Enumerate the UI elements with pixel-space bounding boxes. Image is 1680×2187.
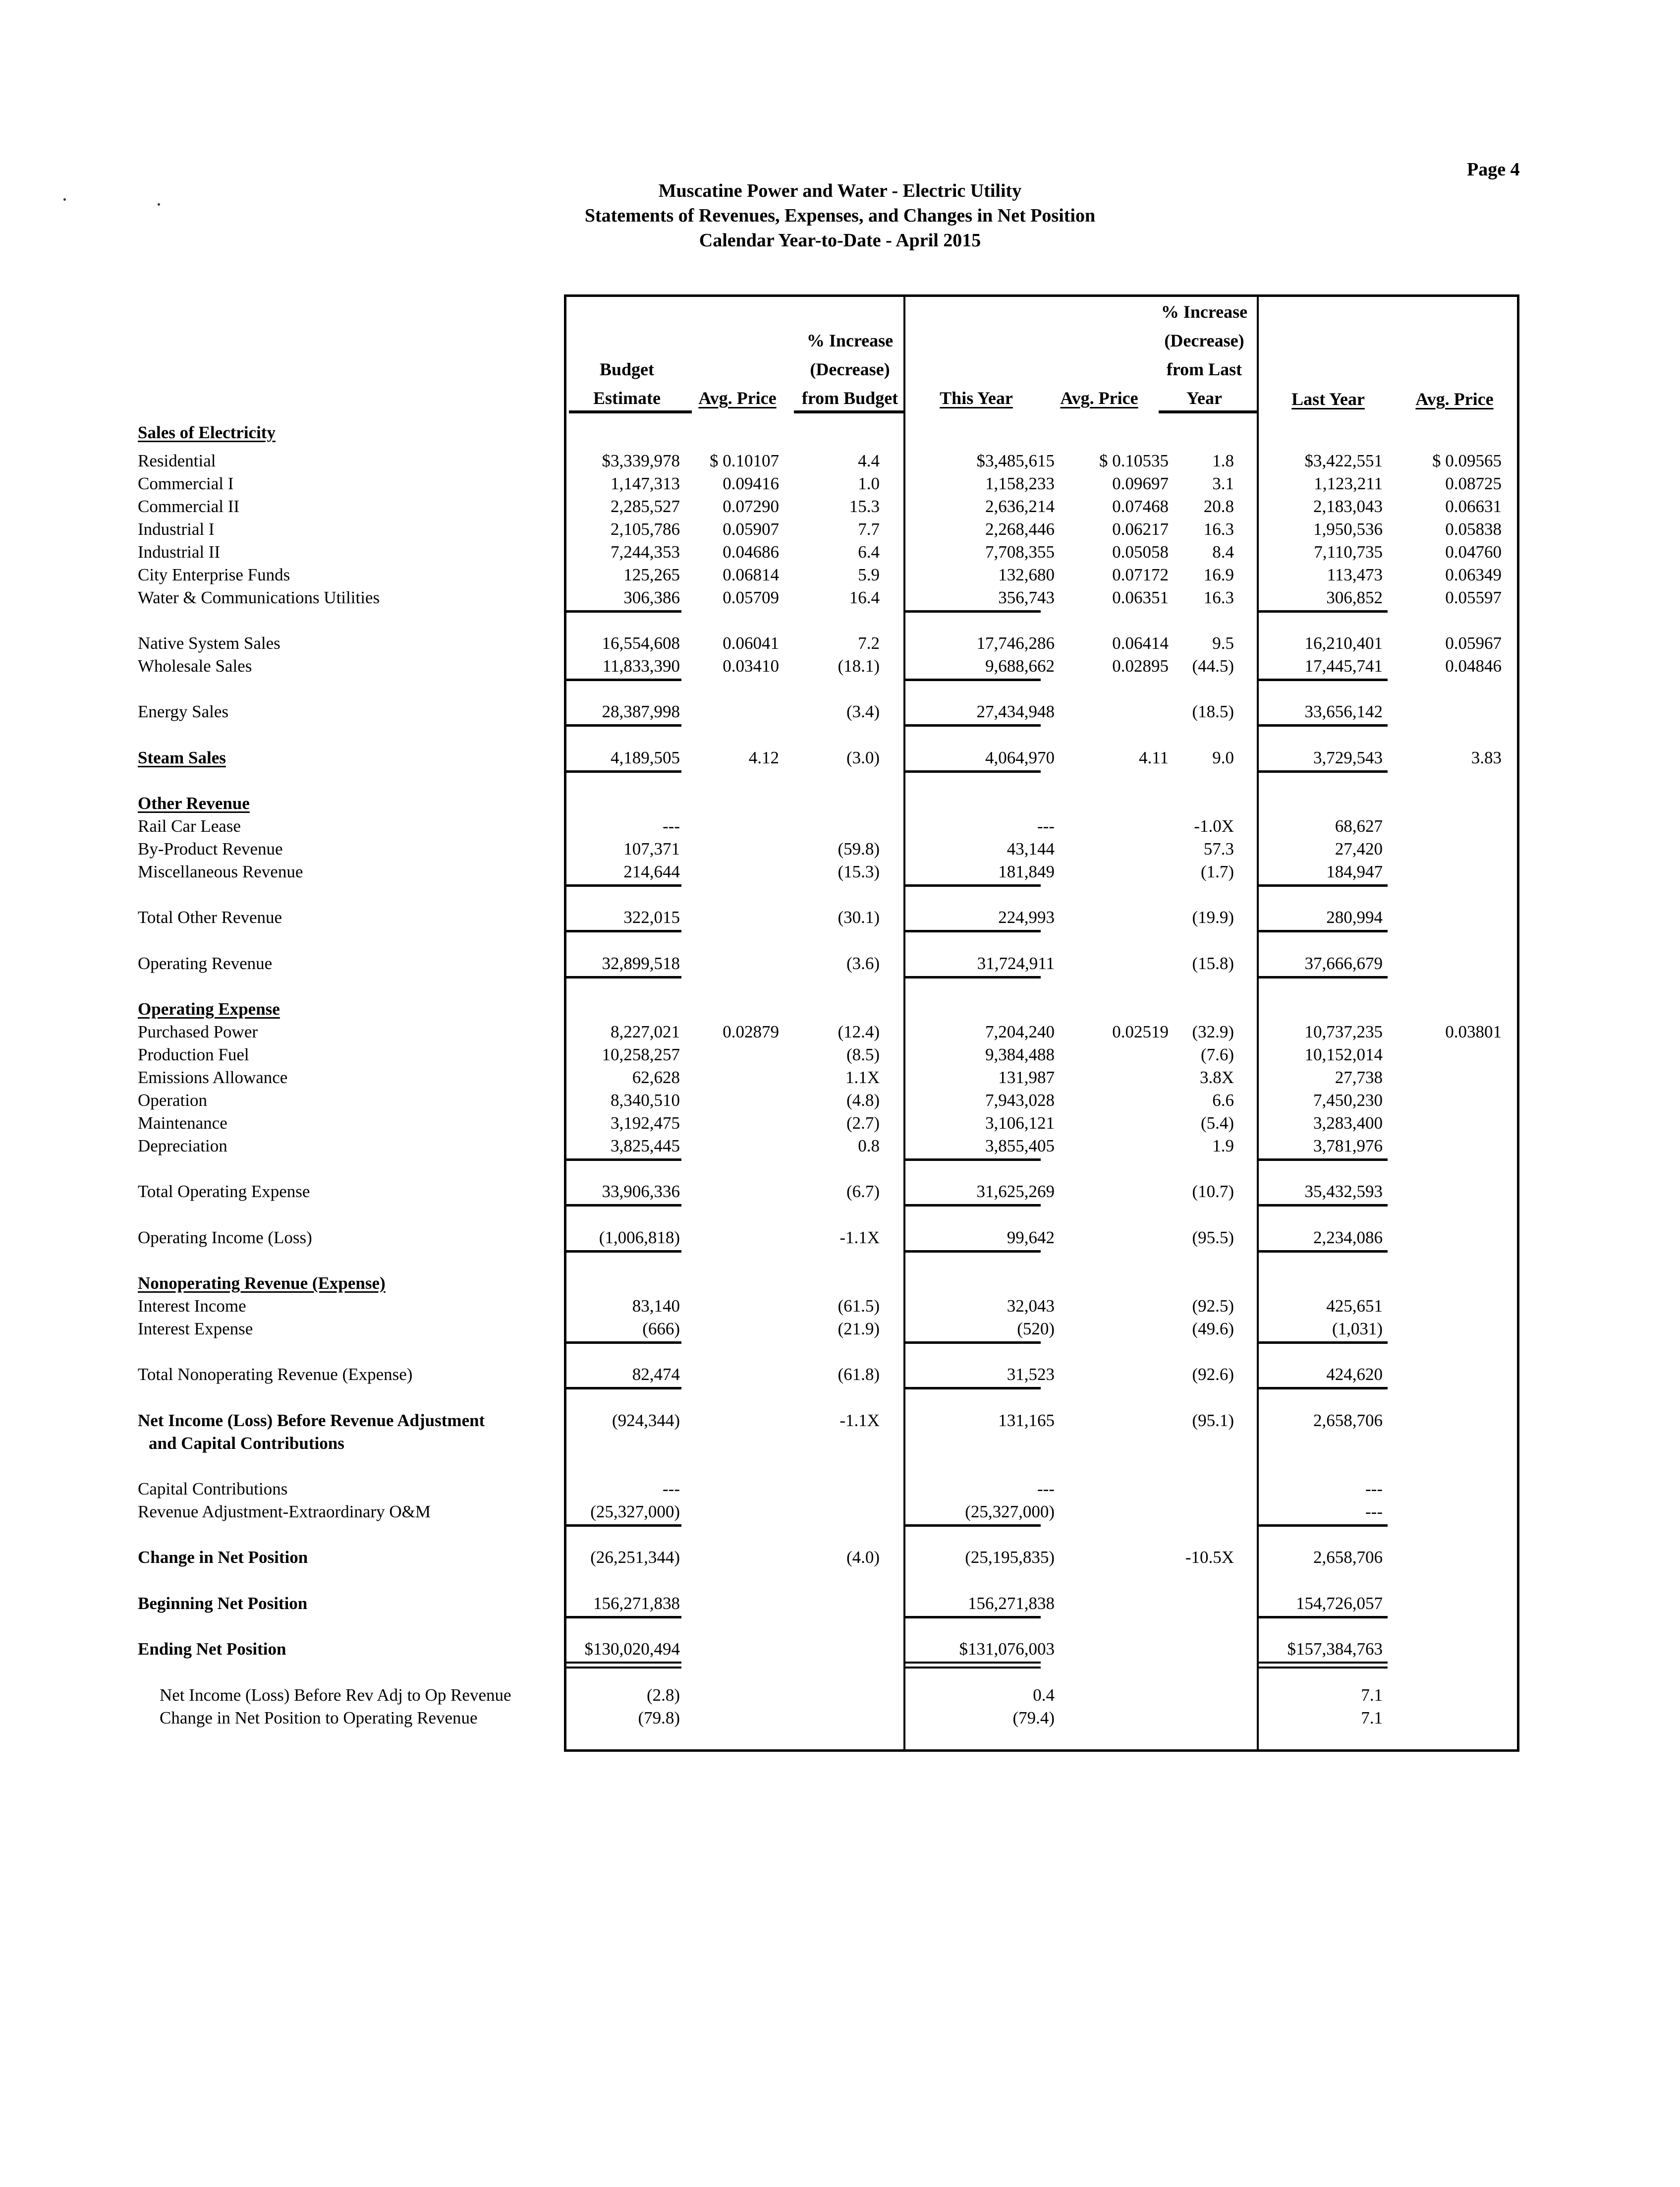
budget-estimate-cell: 62,628 — [632, 1068, 680, 1087]
last-year-cell: 424,620 — [1326, 1365, 1383, 1384]
pct-from-budget-cell: (8.5) — [846, 1045, 880, 1064]
budget-estimate-cell: 3,192,475 — [611, 1113, 680, 1133]
subtotal-rule — [565, 1158, 681, 1161]
last-year-cell: --- — [1365, 1479, 1383, 1498]
budget-estimate-cell: (2.8) — [646, 1685, 680, 1705]
this-year-cell: 9,688,662 — [985, 656, 1055, 676]
this-year-cell: 17,746,286 — [976, 633, 1055, 653]
this-year-cell: 2,636,214 — [985, 497, 1055, 516]
last-year-cell: $157,384,763 — [1287, 1639, 1383, 1659]
pct-from-last-year-cell: (1.7) — [1200, 862, 1234, 881]
row-label-beginning-net-position: Beginning Net Position — [138, 1594, 308, 1613]
row-label-city-enterprise: City Enterprise Funds — [138, 565, 290, 584]
this-year-cell: 131,165 — [998, 1411, 1055, 1430]
subtotal-rule — [1259, 1616, 1388, 1618]
pct-from-last-year-cell: (15.8) — [1192, 954, 1234, 973]
row-label-sales-of-electricity: Sales of Electricity — [138, 423, 276, 442]
subtotal-rule — [905, 1250, 1041, 1253]
subtotal-rule — [1259, 1387, 1388, 1389]
report-title-block — [0, 178, 1680, 253]
row-label-net-income-before: Net Income (Loss) Before Revenue Adjustment — [138, 1411, 485, 1430]
last-year-avg-price-cell: 3.83 — [1471, 748, 1502, 767]
last-year-avg-price-cell: $ 0.09565 — [1432, 451, 1502, 470]
budget-avg-price-cell: 0.05907 — [723, 519, 779, 539]
this-year-cell: 2,268,446 — [985, 519, 1055, 539]
last-year-cell: 154,726,057 — [1296, 1594, 1383, 1613]
budget-avg-price-cell: 0.02879 — [723, 1022, 779, 1041]
row-label-operating-revenue: Operating Revenue — [138, 954, 273, 973]
header-budget-estimate: Budget Estimate — [593, 359, 661, 408]
budget-estimate-cell: 156,271,838 — [593, 1594, 680, 1613]
subtotal-rule — [1259, 679, 1388, 681]
pct-from-budget-cell: (4.0) — [846, 1548, 880, 1567]
budget-estimate-cell: 32,899,518 — [602, 954, 680, 973]
budget-estimate-cell: 2,285,527 — [611, 497, 680, 516]
pct-from-budget-cell: 4.4 — [858, 451, 880, 470]
header-rule — [569, 410, 692, 413]
pct-from-budget-cell: -1.1X — [840, 1411, 880, 1430]
pct-from-last-year-cell: 16.3 — [1203, 519, 1234, 539]
subtotal-rule — [905, 976, 1041, 978]
last-year-cell: 10,737,235 — [1304, 1022, 1383, 1041]
double-underline-rule — [905, 1662, 1041, 1664]
report-subtitle: Statements of Revenues, Expenses, and Changes in Net Position — [584, 205, 1096, 226]
budget-estimate-cell: 16,554,608 — [602, 633, 680, 653]
budget-estimate-cell: (666) — [642, 1319, 680, 1338]
subtotal-rule — [565, 1387, 681, 1389]
subtotal-rule — [1259, 610, 1388, 613]
last-year-avg-price-cell: 0.05838 — [1445, 519, 1502, 539]
budget-avg-price-cell: $ 0.10107 — [710, 451, 779, 470]
budget-estimate-cell: 7,244,353 — [611, 542, 680, 562]
subtotal-rule — [905, 770, 1041, 773]
last-year-cell: 16,210,401 — [1304, 633, 1383, 653]
header-budget-avg-price: Avg. Price — [698, 388, 777, 408]
pct-from-last-year-cell: 1.9 — [1212, 1136, 1234, 1155]
budget-avg-price-cell: 0.06814 — [723, 565, 779, 584]
last-year-cell: 68,627 — [1335, 816, 1383, 836]
this-year-cell: 131,987 — [998, 1068, 1055, 1087]
this-year-cell: 4,064,970 — [985, 748, 1055, 767]
pct-from-budget-cell: 15.3 — [849, 497, 880, 516]
this-year-cell: 1,158,233 — [985, 474, 1055, 493]
column-divider — [1257, 294, 1259, 1752]
last-year-cell: (1,031) — [1332, 1319, 1383, 1338]
row-label-misc-revenue: Miscellaneous Revenue — [138, 862, 303, 881]
this-year-cell: 31,625,269 — [976, 1182, 1055, 1201]
row-label-revenue-adjustment: Revenue Adjustment-Extraordinary O&M — [138, 1502, 431, 1521]
row-label-total-nonoperating: Total Nonoperating Revenue (Expense) — [138, 1365, 413, 1384]
subtotal-rule — [1259, 770, 1388, 773]
pct-from-last-year-cell: (49.6) — [1192, 1319, 1234, 1338]
subtotal-rule — [1259, 1158, 1388, 1161]
this-year-cell: 31,724,911 — [977, 954, 1055, 973]
page-number: Page 4 — [1467, 159, 1520, 180]
pct-from-last-year-cell: -10.5X — [1185, 1548, 1234, 1567]
subtotal-rule — [905, 679, 1041, 681]
budget-estimate-cell: 214,644 — [623, 862, 680, 881]
this-year-cell: --- — [1037, 816, 1055, 836]
pct-from-budget-cell: 5.9 — [858, 565, 880, 584]
subtotal-rule — [1259, 884, 1388, 887]
this-year-cell: --- — [1037, 1479, 1055, 1498]
last-year-cell: 33,656,142 — [1304, 702, 1383, 721]
pct-from-last-year-cell: 57.3 — [1203, 839, 1234, 859]
report-title: Muscatine Power and Water - Electric Utility — [658, 180, 1022, 201]
row-label-commercial-2: Commercial II — [138, 497, 240, 516]
last-year-cell: 7.1 — [1361, 1708, 1383, 1727]
double-underline-rule — [1259, 1662, 1388, 1664]
this-year-avg-price-cell: 0.06351 — [1112, 588, 1169, 607]
row-label-purchased-power: Purchased Power — [138, 1022, 258, 1041]
budget-estimate-cell: 10,258,257 — [602, 1045, 680, 1064]
subtotal-rule — [905, 610, 1041, 613]
budget-estimate-cell: (79.8) — [638, 1708, 680, 1727]
this-year-cell: 356,743 — [998, 588, 1055, 607]
row-label-operation: Operation — [138, 1091, 207, 1110]
double-underline-rule — [565, 1662, 681, 1664]
last-year-cell: 306,852 — [1326, 588, 1383, 607]
last-year-cell: 7,450,230 — [1313, 1091, 1383, 1110]
subtotal-rule — [565, 610, 681, 613]
budget-estimate-cell: 82,474 — [632, 1365, 680, 1384]
this-year-avg-price-cell: 0.06414 — [1112, 633, 1169, 653]
pct-from-budget-cell: (6.7) — [846, 1182, 880, 1201]
pct-from-last-year-cell: (95.5) — [1192, 1228, 1234, 1247]
subtotal-rule — [1259, 1204, 1388, 1207]
last-year-avg-price-cell: 0.06631 — [1445, 497, 1502, 516]
last-year-cell: 2,183,043 — [1313, 497, 1383, 516]
last-year-cell: 10,152,014 — [1304, 1045, 1383, 1064]
row-label-rail-car-lease: Rail Car Lease — [138, 816, 241, 836]
budget-avg-price-cell: 0.05709 — [723, 588, 779, 607]
this-year-cell: 3,855,405 — [985, 1136, 1055, 1155]
subtotal-rule — [905, 1616, 1041, 1618]
this-year-cell: 224,993 — [998, 908, 1055, 927]
row-label-water-comm: Water & Communications Utilities — [138, 588, 380, 607]
budget-estimate-cell: 306,386 — [623, 588, 680, 607]
last-year-cell: 113,473 — [1327, 565, 1383, 584]
row-label-total-other-revenue: Total Other Revenue — [138, 908, 282, 927]
row-label-emissions-allowance: Emissions Allowance — [138, 1068, 288, 1087]
budget-estimate-cell: 107,371 — [623, 839, 680, 859]
budget-estimate-cell: (1,006,818) — [599, 1228, 680, 1247]
pct-from-last-year-cell: (92.6) — [1192, 1365, 1234, 1384]
budget-estimate-cell: (26,251,344) — [590, 1548, 680, 1567]
subtotal-rule — [565, 724, 681, 727]
pct-from-last-year-cell: 16.3 — [1203, 588, 1234, 607]
row-label-other-revenue: Other Revenue — [138, 794, 250, 813]
subtotal-rule — [565, 1524, 681, 1527]
subtotal-rule — [1259, 1250, 1388, 1253]
row-label-interest-expense: Interest Expense — [138, 1319, 253, 1338]
row-label-commercial-1: Commercial I — [138, 474, 234, 493]
last-year-cell: 7,110,735 — [1314, 542, 1383, 562]
column-divider — [903, 294, 905, 1752]
subtotal-rule — [1259, 1524, 1388, 1527]
pct-from-last-year-cell: 9.0 — [1212, 748, 1234, 767]
header-rule — [1159, 410, 1257, 413]
this-year-cell: 32,043 — [1007, 1296, 1055, 1316]
budget-estimate-cell: 11,833,390 — [602, 656, 680, 676]
budget-estimate-cell: 28,387,998 — [602, 702, 680, 721]
this-year-avg-price-cell: 0.07172 — [1112, 565, 1169, 584]
this-year-cell: 132,680 — [998, 565, 1055, 584]
header-this-year: This Year — [940, 388, 1013, 408]
row-label-operating-expense: Operating Expense — [138, 999, 280, 1019]
budget-estimate-cell: 8,340,510 — [611, 1091, 680, 1110]
row-label-ending-net-position: Ending Net Position — [138, 1639, 286, 1659]
last-year-avg-price-cell: 0.08725 — [1445, 474, 1502, 493]
pct-from-budget-cell: (30.1) — [838, 908, 880, 927]
subtotal-rule — [1259, 976, 1388, 978]
last-year-avg-price-cell: 0.05967 — [1445, 633, 1502, 653]
budget-estimate-cell: (924,344) — [612, 1411, 680, 1430]
this-year-cell: $131,076,003 — [959, 1639, 1055, 1659]
budget-estimate-cell: 4,189,505 — [611, 748, 680, 767]
last-year-cell: $3,422,551 — [1304, 451, 1383, 470]
this-year-cell: (25,327,000) — [965, 1502, 1055, 1521]
last-year-cell: --- — [1365, 1502, 1383, 1521]
last-year-cell: 425,651 — [1326, 1296, 1383, 1316]
pct-from-last-year-cell: 1.8 — [1212, 451, 1234, 470]
last-year-cell: 35,432,593 — [1304, 1182, 1383, 1201]
budget-avg-price-cell: 4.12 — [748, 748, 779, 767]
last-year-avg-price-cell: 0.06349 — [1445, 565, 1502, 584]
subtotal-rule — [1259, 930, 1388, 932]
header-last-year: Last Year — [1291, 389, 1365, 409]
pct-from-last-year-cell: 9.5 — [1212, 633, 1234, 653]
subtotal-rule — [905, 1387, 1041, 1389]
budget-estimate-cell: 2,105,786 — [611, 519, 680, 539]
pct-from-budget-cell: (3.4) — [846, 702, 880, 721]
this-year-cell: (25,195,835) — [965, 1548, 1055, 1567]
budget-estimate-cell: 8,227,021 — [611, 1022, 680, 1041]
pct-from-last-year-cell: (44.5) — [1192, 656, 1234, 676]
last-year-cell: 280,994 — [1326, 908, 1383, 927]
row-label-steam-sales: Steam Sales — [138, 748, 226, 767]
pct-from-budget-cell: 1.1X — [845, 1068, 880, 1087]
header-this-year-avg-price: Avg. Price — [1060, 388, 1138, 408]
last-year-cell: 7.1 — [1361, 1685, 1383, 1705]
last-year-cell: 17,445,741 — [1304, 656, 1383, 676]
last-year-cell: 2,658,706 — [1313, 1411, 1383, 1430]
budget-estimate-cell: 1,147,313 — [611, 474, 680, 493]
this-year-cell: (79.4) — [1012, 1708, 1055, 1727]
last-year-cell: 1,123,211 — [1314, 474, 1383, 493]
subtotal-rule — [565, 1616, 681, 1618]
row-label-operating-income: Operating Income (Loss) — [138, 1228, 312, 1247]
this-year-avg-price-cell: 0.06217 — [1112, 519, 1169, 539]
budget-estimate-cell: $130,020,494 — [584, 1639, 680, 1659]
pct-from-last-year-cell: (19.9) — [1192, 908, 1234, 927]
budget-avg-price-cell: 0.04686 — [723, 542, 779, 562]
row-label-ratio-change-net-position: Change in Net Position to Operating Revenue — [160, 1708, 478, 1727]
subtotal-rule — [905, 1204, 1041, 1207]
pct-from-last-year-cell: (92.5) — [1192, 1296, 1234, 1316]
last-year-cell: 37,666,679 — [1304, 954, 1383, 973]
pct-from-last-year-cell: 20.8 — [1203, 497, 1234, 516]
this-year-cell: 7,943,028 — [985, 1091, 1055, 1110]
row-label-maintenance: Maintenance — [138, 1113, 227, 1133]
pct-from-budget-cell: (15.3) — [838, 862, 880, 881]
budget-avg-price-cell: 0.03410 — [723, 656, 779, 676]
row-label-capital-contributions: Capital Contributions — [138, 1479, 288, 1498]
last-year-cell: 1,950,536 — [1313, 519, 1383, 539]
this-year-avg-price-cell: 0.05058 — [1112, 542, 1169, 562]
subtotal-rule — [905, 724, 1041, 727]
row-label-total-operating-expense: Total Operating Expense — [138, 1182, 310, 1201]
pct-from-budget-cell: 6.4 — [858, 542, 880, 562]
subtotal-rule — [1259, 1341, 1388, 1344]
this-year-cell: 0.4 — [1033, 1685, 1055, 1705]
row-label-nonoperating: Nonoperating Revenue (Expense) — [138, 1273, 386, 1293]
this-year-cell: 31,523 — [1007, 1365, 1055, 1384]
row-label-wholesale: Wholesale Sales — [138, 656, 252, 676]
pct-from-budget-cell: (59.8) — [838, 839, 880, 859]
pct-from-budget-cell: (18.1) — [838, 656, 880, 676]
pct-from-budget-cell: (61.5) — [838, 1296, 880, 1316]
last-year-cell: 2,658,706 — [1313, 1548, 1383, 1567]
budget-estimate-cell: 125,265 — [623, 565, 680, 584]
pct-from-last-year-cell: (10.7) — [1192, 1182, 1234, 1201]
subtotal-rule — [565, 1250, 681, 1253]
last-year-cell: 184,947 — [1326, 862, 1383, 881]
pct-from-budget-cell: (2.7) — [846, 1113, 880, 1133]
row-label-industrial-1: Industrial I — [138, 519, 215, 539]
pct-from-budget-cell: 1.0 — [858, 474, 880, 493]
subtotal-rule — [905, 884, 1041, 887]
subtotal-rule — [905, 930, 1041, 932]
row-label-interest-income: Interest Income — [138, 1296, 246, 1316]
this-year-avg-price-cell: 0.02519 — [1112, 1022, 1169, 1041]
budget-estimate-cell: (25,327,000) — [590, 1502, 680, 1521]
pct-from-last-year-cell: 16.9 — [1203, 565, 1234, 584]
pct-from-budget-cell: 16.4 — [849, 588, 880, 607]
last-year-cell: 3,729,543 — [1313, 748, 1383, 767]
pct-from-last-year-cell: 8.4 — [1212, 542, 1234, 562]
pct-from-last-year-cell: 6.6 — [1212, 1091, 1234, 1110]
row-label-production-fuel: Production Fuel — [138, 1045, 249, 1064]
subtotal-rule — [565, 976, 681, 978]
row-label-by-product: By-Product Revenue — [138, 839, 283, 859]
subtotal-rule — [565, 1204, 681, 1207]
pct-from-last-year-cell: (32.9) — [1192, 1022, 1234, 1041]
this-year-avg-price-cell: 4.11 — [1139, 748, 1169, 767]
header-pct-from-last-year: % Increase (Decrease) from Last Year — [1161, 302, 1248, 408]
pct-from-budget-cell: 7.2 — [858, 633, 880, 653]
pct-from-last-year-cell: (18.5) — [1192, 702, 1234, 721]
subtotal-rule — [565, 679, 681, 681]
row-label-continuation: and Capital Contributions — [149, 1434, 344, 1453]
last-year-cell: 3,283,400 — [1313, 1113, 1383, 1133]
this-year-cell: 181,849 — [998, 862, 1055, 881]
last-year-avg-price-cell: 0.05597 — [1445, 588, 1502, 607]
budget-avg-price-cell: 0.07290 — [723, 497, 779, 516]
row-label-energy-sales: Energy Sales — [138, 702, 229, 721]
row-label-change-in-net-position: Change in Net Position — [138, 1548, 308, 1567]
last-year-avg-price-cell: 0.03801 — [1445, 1022, 1502, 1041]
this-year-avg-price-cell: 0.07468 — [1112, 497, 1169, 516]
budget-estimate-cell: 83,140 — [632, 1296, 680, 1316]
this-year-avg-price-cell: 0.09697 — [1112, 474, 1169, 493]
pct-from-budget-cell: -1.1X — [840, 1228, 880, 1247]
budget-estimate-cell: 3,825,445 — [611, 1136, 680, 1155]
pct-from-budget-cell: (61.8) — [838, 1365, 880, 1384]
this-year-avg-price-cell: $ 0.10535 — [1099, 451, 1169, 470]
this-year-cell: (520) — [1017, 1319, 1055, 1338]
row-label-residential: Residential — [138, 451, 216, 470]
last-year-avg-price-cell: 0.04760 — [1445, 542, 1502, 562]
pct-from-last-year-cell: (7.6) — [1200, 1045, 1234, 1064]
this-year-cell: $3,485,615 — [976, 451, 1055, 470]
pct-from-budget-cell: (12.4) — [838, 1022, 880, 1041]
pct-from-budget-cell: (4.8) — [846, 1091, 880, 1110]
pct-from-budget-cell: (3.6) — [846, 954, 880, 973]
pct-from-budget-cell: 0.8 — [858, 1136, 880, 1155]
last-year-cell: 2,234,086 — [1313, 1228, 1383, 1247]
this-year-cell: 7,204,240 — [985, 1022, 1055, 1041]
subtotal-rule — [1259, 724, 1388, 727]
subtotal-rule — [565, 930, 681, 932]
pct-from-last-year-cell: (95.1) — [1192, 1411, 1234, 1430]
this-year-avg-price-cell: 0.02895 — [1112, 656, 1169, 676]
pct-from-last-year-cell: (5.4) — [1200, 1113, 1234, 1133]
header-pct-from-budget: % Increase (Decrease) from Budget — [801, 331, 898, 408]
budget-estimate-cell: 33,906,336 — [602, 1182, 680, 1201]
header-rule — [794, 410, 905, 413]
row-label-native-system: Native System Sales — [138, 633, 280, 653]
this-year-cell: 3,106,121 — [985, 1113, 1055, 1133]
budget-estimate-cell: --- — [663, 816, 680, 836]
last-year-cell: 27,738 — [1335, 1068, 1383, 1087]
subtotal-rule — [565, 770, 681, 773]
this-year-cell: 99,642 — [1007, 1228, 1055, 1247]
subtotal-rule — [905, 1341, 1041, 1344]
budget-estimate-cell: --- — [663, 1479, 680, 1498]
row-label-depreciation: Depreciation — [138, 1136, 227, 1155]
pct-from-last-year-cell: -1.0X — [1194, 816, 1234, 836]
subtotal-rule — [565, 884, 681, 887]
this-year-cell: 7,708,355 — [985, 542, 1055, 562]
row-label-ratio-net-income: Net Income (Loss) Before Rev Adj to Op Revenue — [160, 1685, 511, 1705]
this-year-cell: 27,434,948 — [976, 702, 1055, 721]
this-year-cell: 43,144 — [1007, 839, 1055, 859]
budget-avg-price-cell: 0.09416 — [723, 474, 779, 493]
report-period: Calendar Year-to-Date - April 2015 — [699, 230, 981, 251]
last-year-cell: 27,420 — [1335, 839, 1383, 859]
pct-from-last-year-cell: 3.8X — [1199, 1068, 1234, 1087]
last-year-avg-price-cell: 0.04846 — [1445, 656, 1502, 676]
header-last-year-avg-price: Avg. Price — [1415, 389, 1494, 409]
row-label-industrial-2: Industrial II — [138, 542, 221, 562]
subtotal-rule — [905, 1158, 1041, 1161]
this-year-cell: 9,384,488 — [985, 1045, 1055, 1064]
subtotal-rule — [905, 1524, 1041, 1527]
pct-from-budget-cell: (21.9) — [838, 1319, 880, 1338]
budget-estimate-cell: $3,339,978 — [602, 451, 680, 470]
pct-from-budget-cell: 7.7 — [858, 519, 880, 539]
last-year-cell: 3,781,976 — [1313, 1136, 1383, 1155]
pct-from-last-year-cell: 3.1 — [1212, 474, 1234, 493]
budget-avg-price-cell: 0.06041 — [723, 633, 779, 653]
subtotal-rule — [565, 1341, 681, 1344]
this-year-cell: 156,271,838 — [968, 1594, 1055, 1613]
pct-from-budget-cell: (3.0) — [846, 748, 880, 767]
budget-estimate-cell: 322,015 — [623, 908, 680, 927]
